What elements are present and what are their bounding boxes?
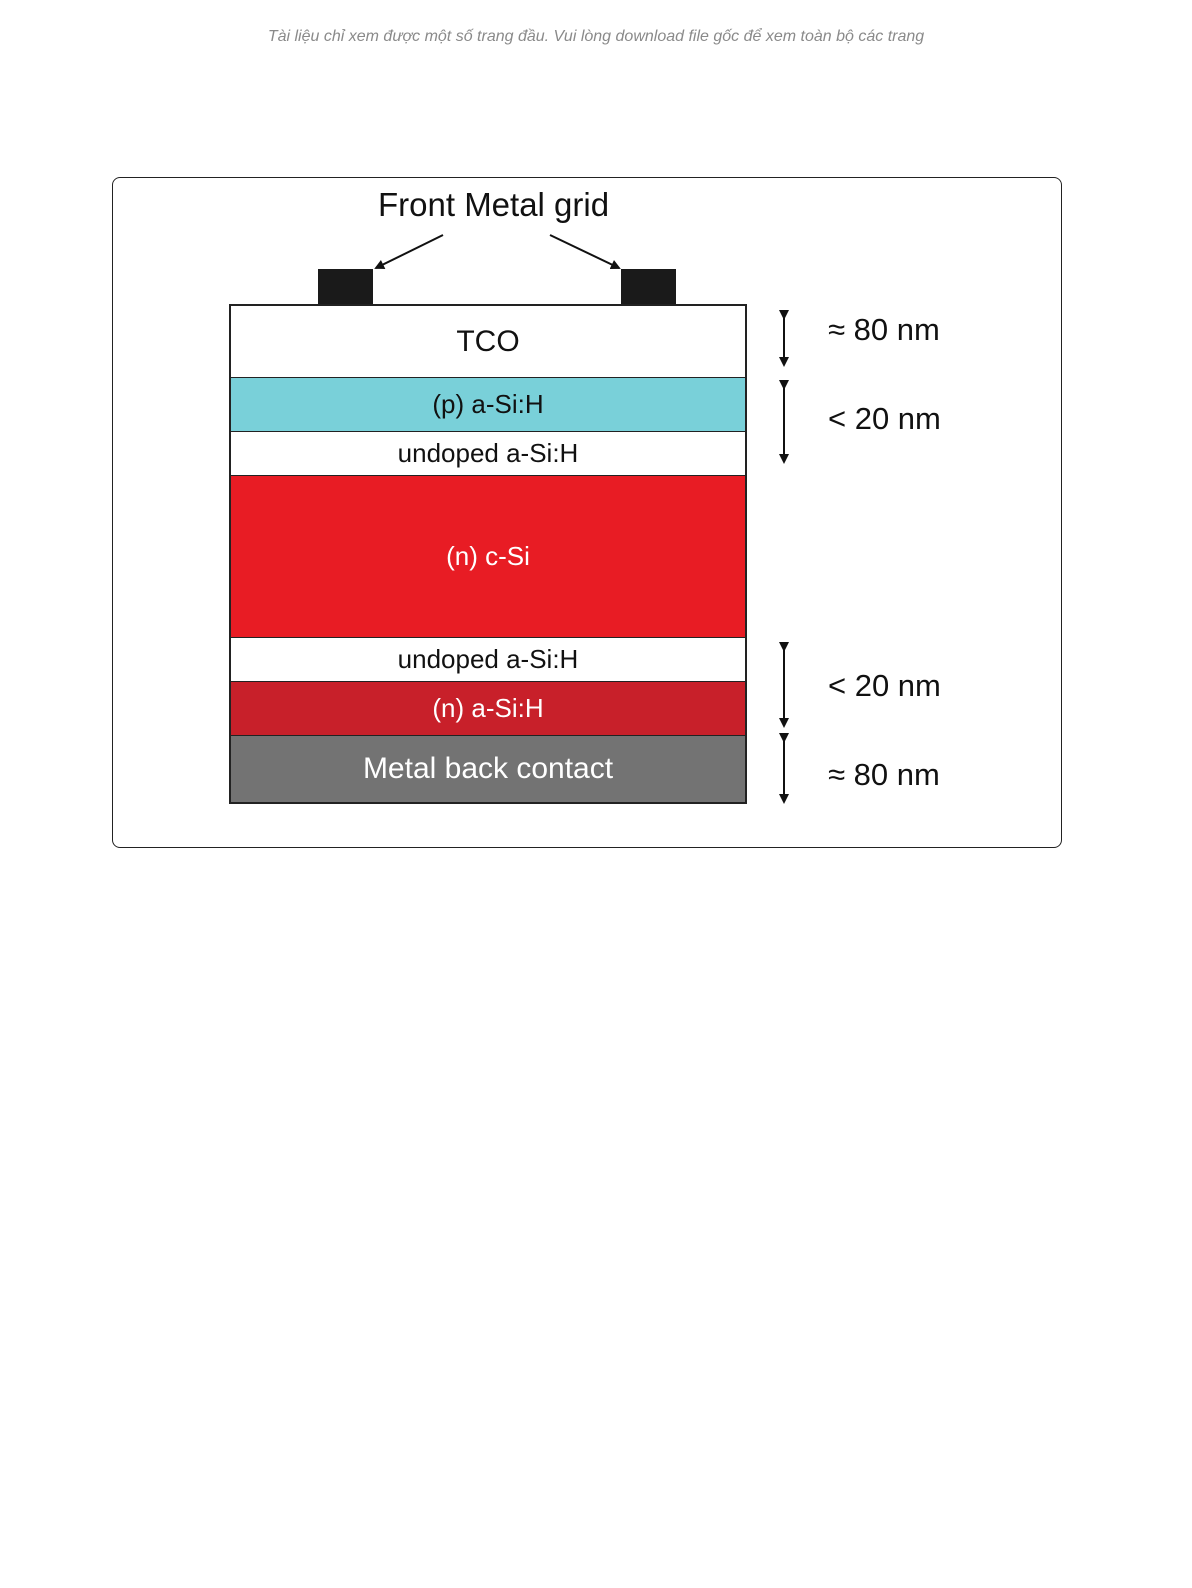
layer-undoped-asi-back	[231, 638, 745, 682]
layer-label: Metal back contact	[362, 752, 614, 785]
dimension-label-back-asi: < 20 nm	[828, 668, 941, 703]
layer-label: TCO	[456, 324, 520, 358]
dimension-label-tco: ≈ 80 nm	[828, 312, 940, 347]
dimension-label-front-asi: < 20 nm	[828, 401, 941, 436]
layer-label: undoped a-Si:H	[397, 644, 579, 674]
layer-metal-back-contact	[231, 736, 745, 802]
layer-n-asi	[231, 682, 745, 736]
layer-label: undoped a-Si:H	[397, 438, 579, 468]
layer-label: (n) a-Si:H	[432, 693, 544, 723]
layer-tco	[231, 306, 745, 378]
front-metal-contact-right	[621, 269, 676, 305]
layer-undoped-asi-front	[231, 432, 745, 476]
layer-p-asi	[231, 378, 745, 432]
front-metal-grid-label: Front Metal grid	[378, 186, 610, 223]
dimension-label-metal-back: ≈ 80 nm	[828, 757, 940, 792]
preview-notice: Tài liệu chỉ xem được một số trang đầu. Vui lòng download file gốc để xem toàn bộ các trang	[267, 28, 925, 45]
layer-label: (n) c-Si	[446, 541, 530, 571]
front-metal-contact-left	[318, 269, 373, 305]
layer-n-csi	[231, 476, 745, 638]
solar-cell-layer-stack	[229, 304, 747, 804]
layer-label: (p) a-Si:H	[432, 389, 544, 419]
